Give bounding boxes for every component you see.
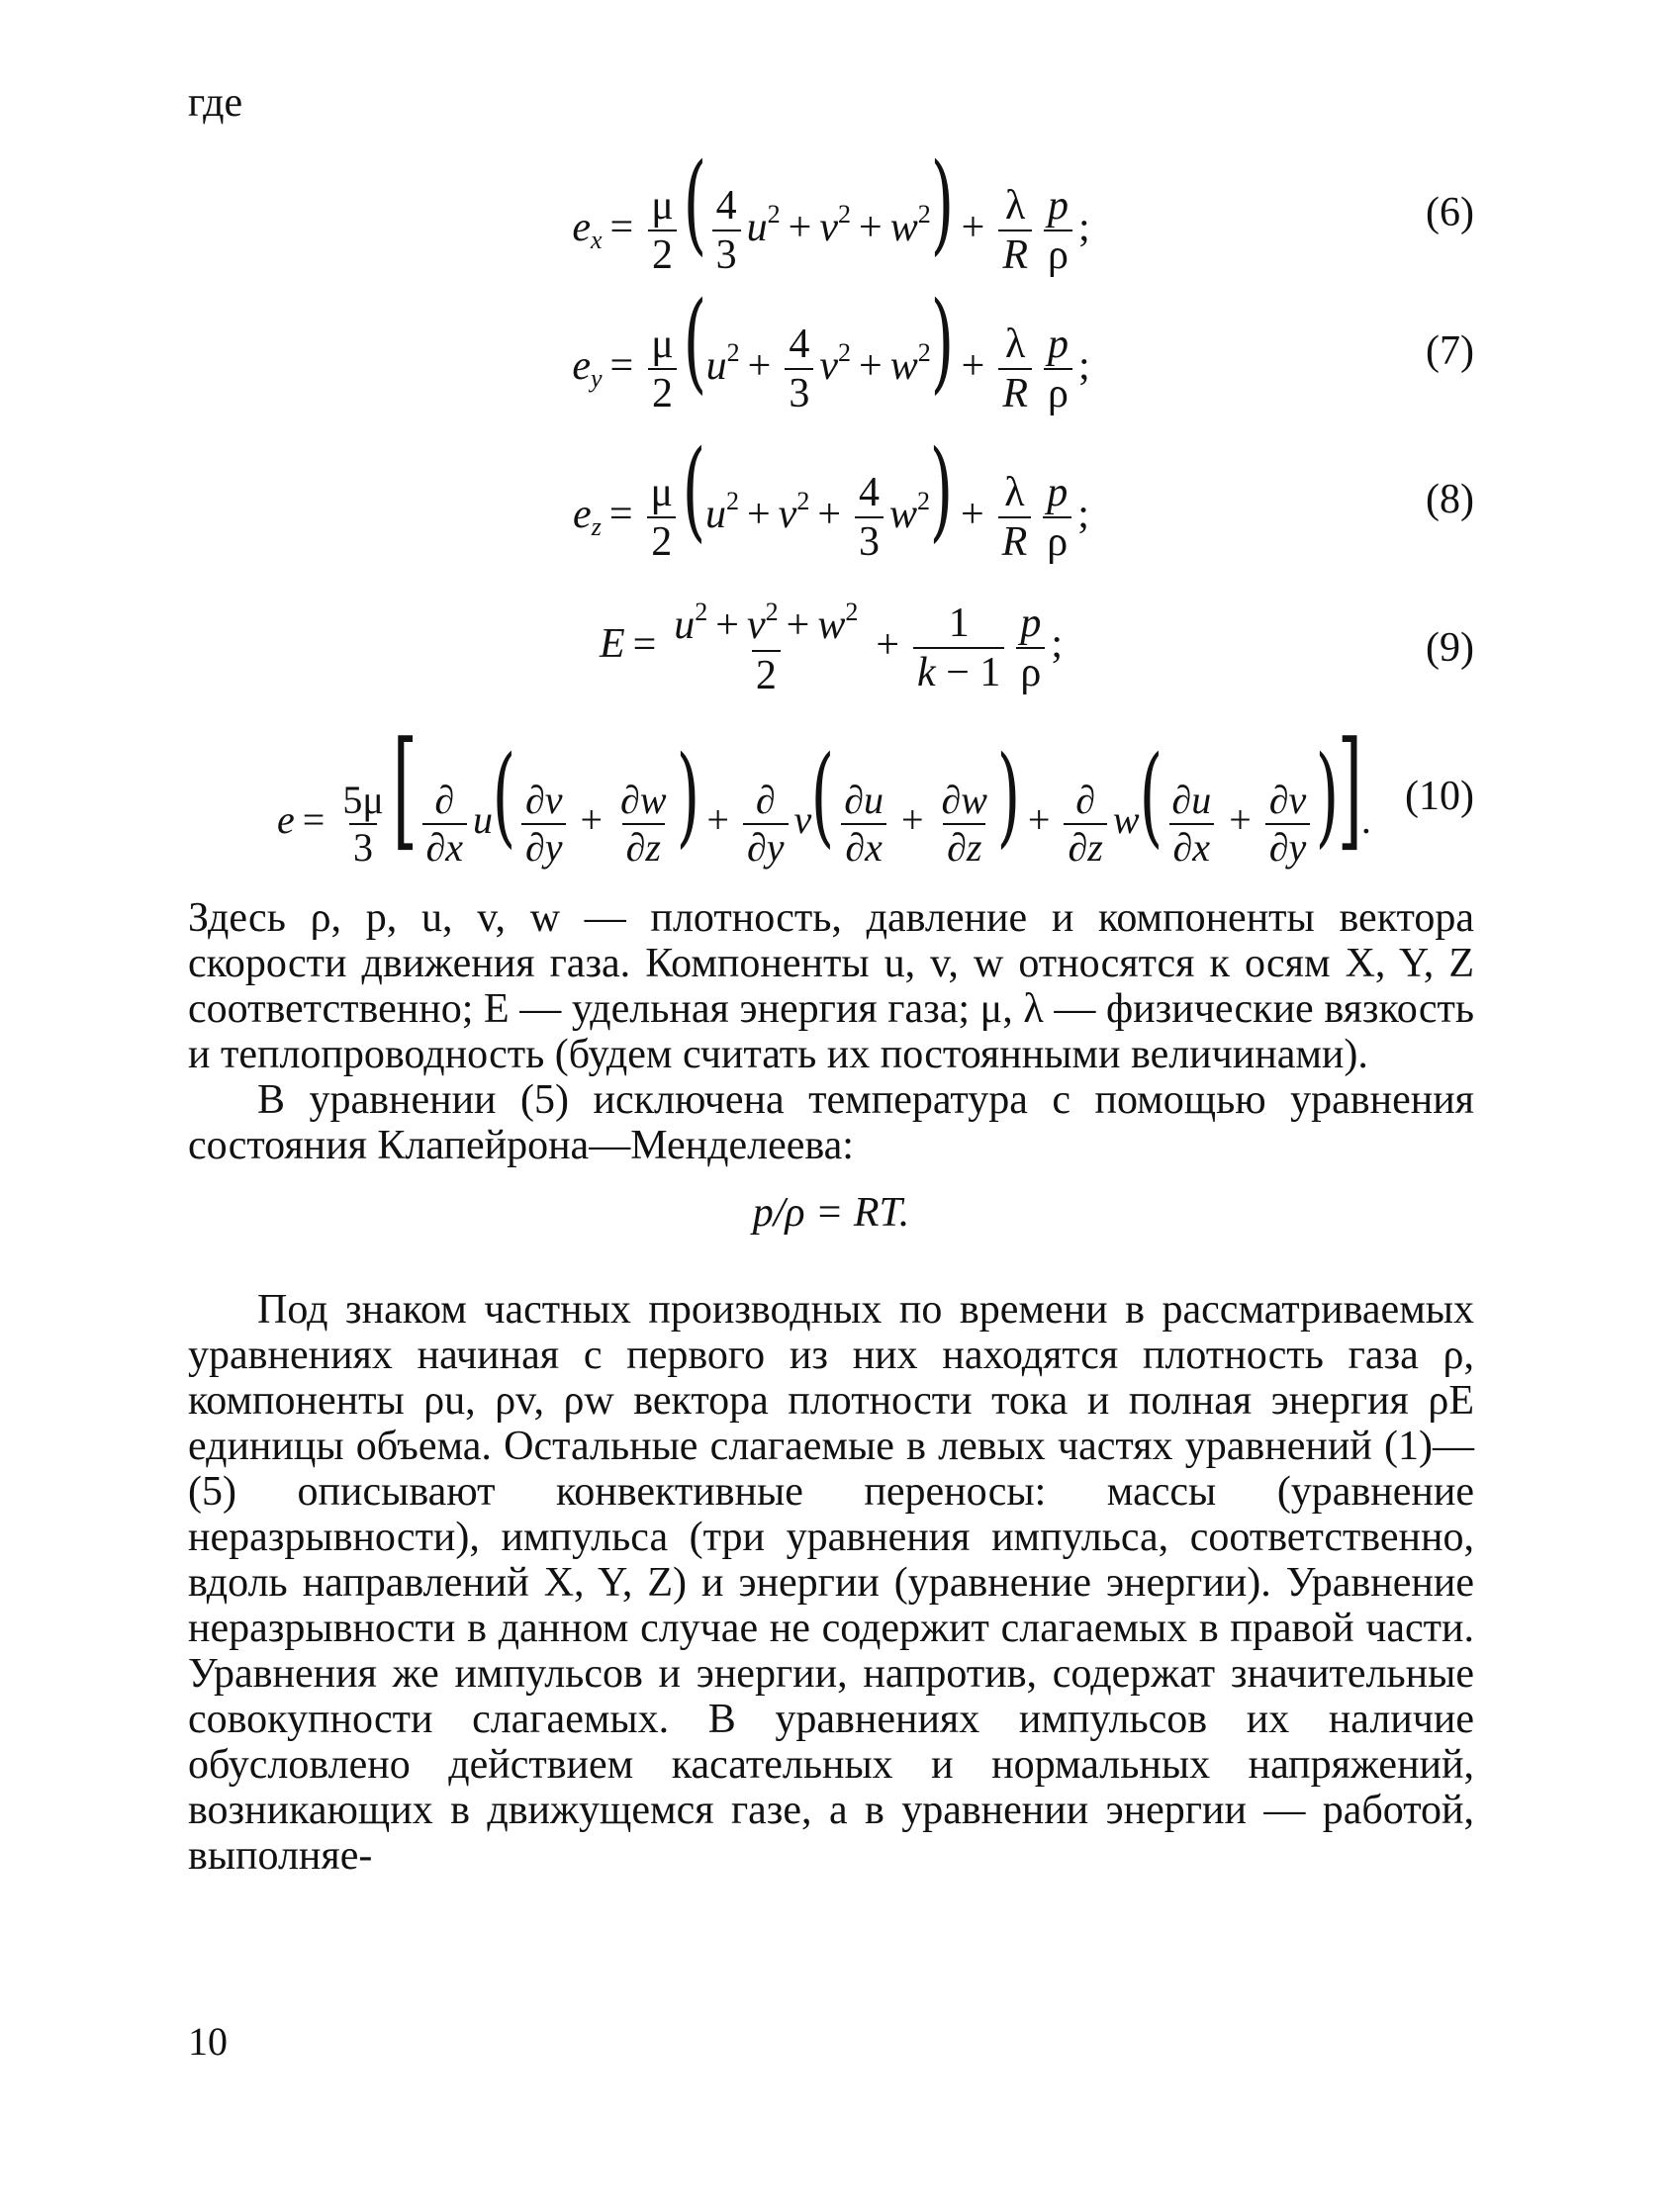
page-number: 10 bbox=[188, 2019, 228, 2064]
equation-8-number: (8) bbox=[1426, 477, 1474, 522]
equation-9-formula: E = $\frac{u^2 + v^2 + w^2}{2}$ + $\frac{1}{k - 1}$ $\frac{p}{\rho}$ ; bbox=[599, 598, 1064, 698]
equation-8-formula: $e_z$ = $\frac{\mu}{2}$ ($u^2 + v^2$ + $\frac{4}{3}$ $w^2$) + $\frac{\lambda}{R}$ $\frac{p}{\rho}$ ; bbox=[573, 425, 1089, 566]
paragraph-explanation: Под знаком частных производных по времени в рассматриваемых уравнениях начиная с первого из них находятся плотность газа ρ, компоненты ρu, ρv, ρw вектора плотности тока и полная энергия ρE единицы объема. Остальные слагаемые в левых частях уравнений (1)—(5) описывают конвективные переносы: массы (уравнение неразрывности), импульса (три уравнения импульса, соответственно, вдоль направлений X, Y, Z) и энергии (уравнение энергии). Уравнение неразрывности в данном случае не содержит слагаемых в правой части. Уравнения же импульсов и энергии, напротив, содержат значительные совокупности слагаемых. В уравнениях импульсов их наличие обусловлено действием касательных и нормальных напряжений, возникающих в движущемся газе, а в уравнении энергии — работой, выполняе- bbox=[188, 1287, 1474, 1879]
equation-7-formula: $e_y$ = $\frac{\mu}{2}$ ($u^2$ + $\frac{4}{3}$ $v^2 + w^2$) + $\frac{\lambda}{R}$ $\frac{p}{\rho}$ ; bbox=[572, 277, 1090, 417]
state-equation: p/ρ = RT. bbox=[752, 1190, 910, 1236]
equation-8 bbox=[188, 425, 1474, 574]
equation-9 bbox=[188, 574, 1474, 722]
header-word: где bbox=[188, 80, 243, 126]
equation-6 bbox=[188, 138, 1474, 279]
equation-10-formula: e = $\frac{5\mu}{3}$ [ $\frac{\partial}{\partial x}$ u( $\frac{\partial v}{\partial y}$ + $\frac{\partial w}{\partial z}$ ) + $\frac{\partial}{\partial y}$ v( $\frac{\partial u}{\partial x}$ + $\frac{\partial w}{\partial z}$ ) + $\frac{\partial}{\partial z}$ w( $\frac{\partial u}{\partial x}$ + $\frac{\partial v}{\partial y}$ )]. bbox=[277, 713, 1371, 870]
equation-6-formula: $e_x$ = $\frac{\mu}{2}$ ( $\frac{4}{3}$ $u^2 + v^2 + w^2$) + $\frac{\lambda}{R}$ $\frac{p}{\rho}$ ; bbox=[572, 138, 1090, 279]
equation-7 bbox=[188, 277, 1474, 425]
equation-6-number: (6) bbox=[1426, 190, 1474, 235]
equation-10-number: (10) bbox=[1405, 774, 1474, 819]
page-content bbox=[188, 79, 1474, 1879]
equation-9-number: (9) bbox=[1426, 625, 1474, 671]
equation-7-number: (7) bbox=[1426, 328, 1474, 374]
equation-10 bbox=[188, 713, 1474, 871]
paragraph-definitions: Здесь ρ, p, u, v, w — плотность, давление и компоненты вектора скорости движения газа. Компоненты u, v, w относятся к осям X, Y, Z соответственно; E — удельная энергия газа; μ, λ — физические вязкость и теплопроводность (будем считать их постоянными величинами). bbox=[188, 895, 1474, 1077]
paragraph-state-equation-intro: В уравнении (5) исключена температура с помощью уравнения состояния Клапейрона—Менделеева: bbox=[188, 1077, 1474, 1168]
